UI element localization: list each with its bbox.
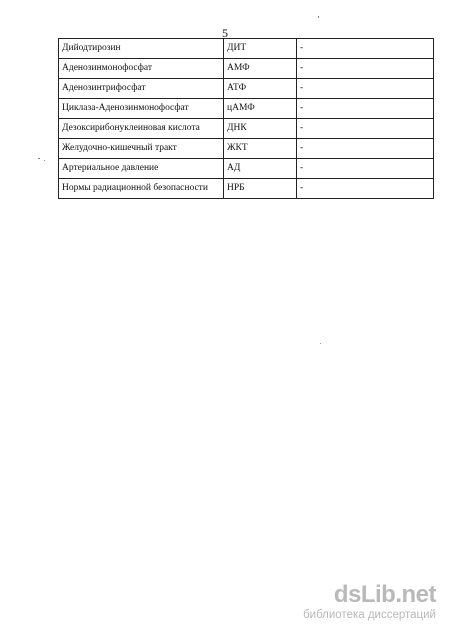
note-cell: -	[297, 179, 434, 199]
note-cell: -	[297, 59, 434, 79]
abbreviation-cell: АД	[224, 159, 297, 179]
term-cell: Нормы радиационной безопасности	[59, 179, 224, 199]
abbreviation-cell: АТФ	[224, 79, 297, 99]
scan-speck	[38, 158, 40, 159]
abbreviation-table	[58, 38, 434, 199]
note-cell: -	[297, 119, 434, 139]
table-row	[59, 99, 434, 119]
term-cell: Циклаза-Аденозинмонофосфат	[59, 99, 224, 119]
term-cell: Дийодтирозин	[59, 39, 224, 59]
scan-speck	[318, 16, 319, 18]
note-cell: -	[297, 79, 434, 99]
term-cell: Аденозинмонофосфат	[59, 59, 224, 79]
watermark-tagline: библиотека диссертаций	[303, 609, 436, 621]
table-row	[59, 159, 434, 179]
watermark	[303, 582, 436, 622]
abbreviation-cell: ДНК	[224, 119, 297, 139]
table-row	[59, 59, 434, 79]
abbreviation-cell: цАМФ	[224, 99, 297, 119]
abbreviation-cell: НРБ	[224, 179, 297, 199]
note-cell: -	[297, 99, 434, 119]
scan-speck	[44, 160, 45, 161]
table-row	[59, 119, 434, 139]
watermark-logo: dsLib.net	[333, 581, 436, 608]
scan-speck	[320, 343, 321, 344]
term-cell: Дезоксирибонуклеиновая кислота	[59, 119, 224, 139]
note-cell: -	[297, 139, 434, 159]
table-row	[59, 139, 434, 159]
abbreviation-cell: АМФ	[224, 59, 297, 79]
page-number: 5	[222, 26, 228, 40]
table-row	[59, 79, 434, 99]
abbreviation-cell: ЖКТ	[224, 139, 297, 159]
term-cell: Артериальное давление	[59, 159, 224, 179]
term-cell: Аденозинтрифосфат	[59, 79, 224, 99]
abbreviation-cell: ДИТ	[224, 39, 297, 59]
term-cell: Желудочно-кишечный тракт	[59, 139, 224, 159]
table-row	[59, 39, 434, 59]
note-cell: -	[297, 39, 434, 59]
table-row	[59, 179, 434, 199]
note-cell: -	[297, 159, 434, 179]
